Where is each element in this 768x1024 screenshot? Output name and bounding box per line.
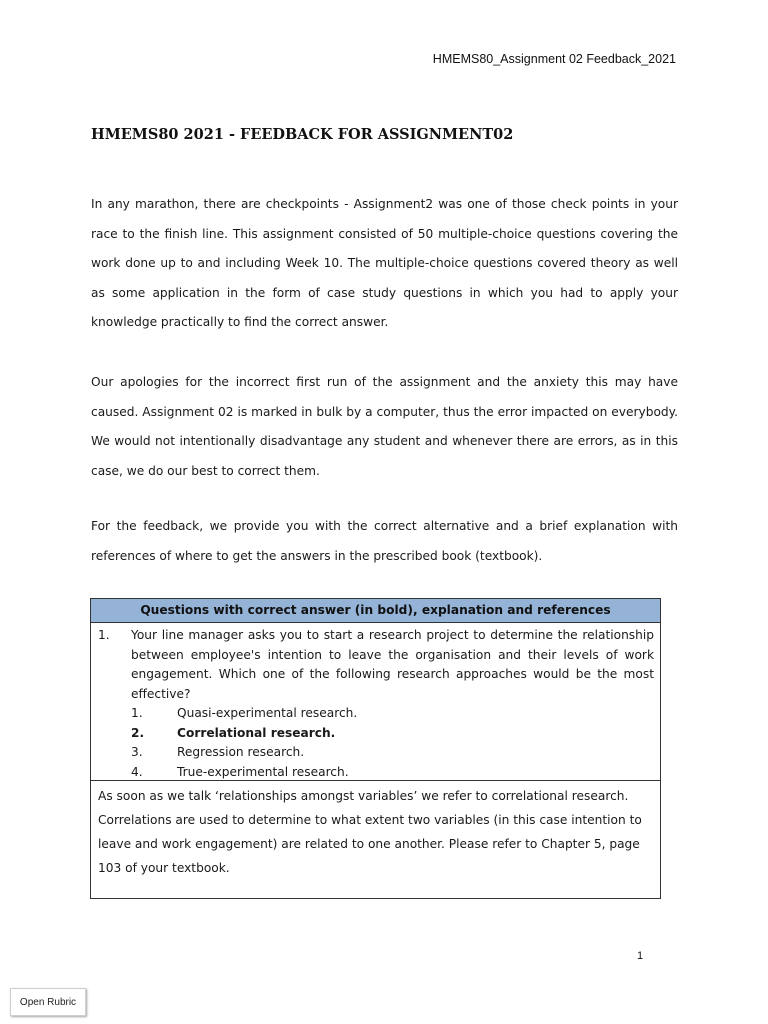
option-4: [131, 763, 654, 783]
feedback-paragraph: For the feedback, we provide you with the correct alternative and a brief explanation with references of where to get the answers in the prescribed book (textbook).: [91, 519, 678, 563]
option-2-correct: [131, 724, 654, 744]
option-label: Correlational research.: [177, 725, 336, 740]
document-title: HMEMS80 2021 - FEEDBACK FOR ASSIGNMENT02: [91, 126, 514, 143]
option-label: True-experimental research.: [177, 764, 349, 779]
explanation-cell: As soon as we talk ‘relationships amongst variables’ we refer to correlational research. Correlations are used to determine to what extent two variables (in this case intention to leave and work engagement) are related to one another. Please refer to Chapter 5, page 103 of your textbook.: [98, 789, 642, 875]
options-list: [131, 704, 654, 782]
intro-paragraph: In any marathon, there are checkpoints - Assignment2 was one of those check points in your race to the finish line. This assignment consisted of 50 multiple-choice questions covering the work done up to and including Week 10. The multiple-choice questions covered theory as well as some application in the form of case study questions in which you had to apply your knowledge practically to find the correct answer.: [91, 197, 678, 330]
question-body: [131, 625, 654, 782]
option-label: Quasi-experimental research.: [177, 706, 358, 720]
open-rubric-button[interactable]: Open Rubric: [10, 988, 86, 1016]
question-row: [91, 623, 660, 781]
option-number: 4.: [131, 764, 143, 779]
option-1: [131, 704, 654, 724]
option-number: 3.: [131, 745, 143, 759]
option-label: Regression research.: [177, 745, 305, 759]
question-text: Your line manager asks you to start a research project to determine the relationship between employee's intention to leave the organisation and their levels of work engagement. Which one of the following research approaches would be the most effective?: [131, 628, 654, 701]
option-number: 2.: [131, 725, 145, 740]
table-header: Questions with correct answer (in bold), explanation and references: [91, 599, 660, 623]
questions-table: [90, 598, 661, 899]
apology-paragraph: Our apologies for the incorrect first run of the assignment and the anxiety this may have caused. Assignment 02 is marked in bulk by a computer, thus the error impacted on everybody. We would not intentionally disadvantage any student and whenever there are errors, as in this case, we do our best to correct them.: [91, 375, 678, 478]
option-number: 1.: [131, 706, 143, 720]
option-3: [131, 743, 654, 763]
question-number: 1.: [98, 628, 110, 642]
page-number: 1: [637, 950, 644, 962]
document-header: HMEMS80_Assignment 02 Feedback_2021: [432, 52, 676, 66]
